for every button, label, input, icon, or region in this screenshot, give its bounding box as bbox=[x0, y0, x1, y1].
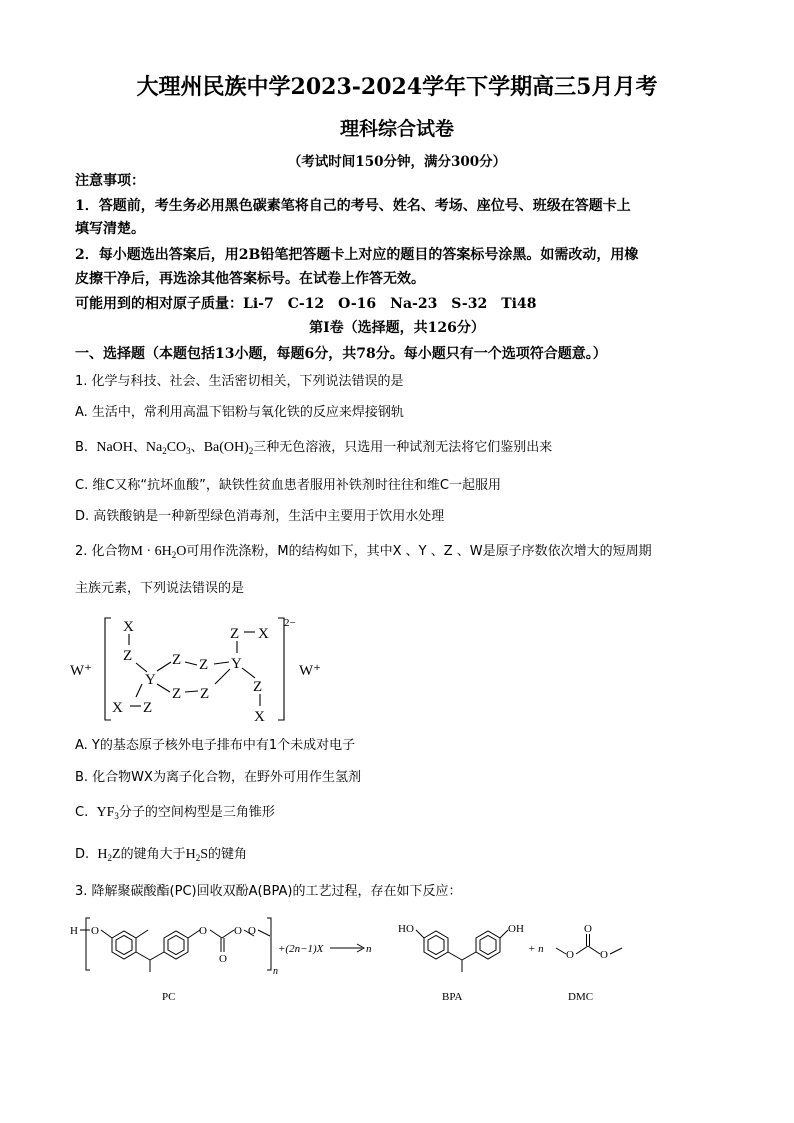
pc-subscript-n: n bbox=[273, 966, 278, 977]
q1-b-sep2: 、 bbox=[190, 440, 204, 455]
bond-z-y-right bbox=[214, 662, 229, 664]
notes-item2-line2: 皮擦干净后，再选涂其他答案标号。在试卷上作答无效。 bbox=[75, 271, 425, 287]
atom-z-upper-bridge-2: Z bbox=[199, 657, 209, 673]
q1-option-d: D. 高铁酸钠是一种新型绿色消毒剂，生活中主要用于饮用水处理 bbox=[75, 509, 445, 524]
q2-option-b: B. 化合物WX为离子化合物，在野外可用作生氢剂 bbox=[75, 770, 361, 785]
bpa-ring-1-inner bbox=[428, 936, 444, 955]
atom-z-lower-bridge: Z bbox=[172, 686, 182, 702]
dmc-atom-o1: O bbox=[566, 949, 574, 961]
atom-y-right: Y bbox=[231, 656, 242, 672]
cation-right: W⁺ bbox=[299, 663, 322, 679]
pc-bracket-left bbox=[86, 918, 90, 970]
bond-y-z-b bbox=[157, 684, 170, 692]
q2-c-fs: 3 bbox=[114, 811, 119, 821]
dmc-atom-o3: O bbox=[600, 949, 608, 961]
q2-formula bbox=[131, 544, 187, 559]
q1-b-f2b: CO bbox=[166, 440, 187, 455]
bond-z-z-bottom bbox=[185, 691, 198, 692]
bond-y-z-down bbox=[136, 684, 142, 697]
q1-option-b bbox=[75, 438, 735, 458]
dmc-bond-o-c bbox=[576, 946, 588, 954]
atom-z-lower-right: Z bbox=[253, 679, 263, 695]
bpa-bond-ho bbox=[416, 930, 424, 938]
pc-end-methyl bbox=[258, 930, 270, 936]
q2-stem-line2: 主族元素，下列说法错误的是 bbox=[75, 581, 245, 596]
pc-bracket-right bbox=[267, 918, 271, 970]
atom-x-lower-right: X bbox=[254, 709, 265, 725]
q2-option-a: A. Y的基态原子核外电子排布中有1个未成对电子 bbox=[75, 738, 356, 753]
q2-option-c bbox=[75, 803, 735, 823]
label-pc: PC bbox=[162, 991, 176, 1003]
q2-d-formula1 bbox=[97, 847, 120, 862]
q1-b-sep1: 、 bbox=[132, 440, 146, 455]
bond-z-z-top bbox=[185, 662, 197, 665]
pc-atom-o2: O bbox=[199, 925, 207, 937]
bond-y2-z-down bbox=[242, 668, 255, 678]
q1-b-f2s1: 2 bbox=[162, 446, 167, 456]
q2-d-f1a: H bbox=[97, 847, 108, 862]
bond-y-z-a bbox=[157, 662, 171, 671]
pc-bond-c-o2 bbox=[222, 930, 234, 938]
atom-x-top: X bbox=[123, 619, 134, 635]
atom-z-upper-bridge: Z bbox=[172, 652, 182, 668]
q1-option-a: A. 生活中，常利用高温下铝粉与氧化铁的反应来焊接钢轨 bbox=[75, 405, 404, 420]
q2-d-f1s: 2 bbox=[107, 853, 113, 863]
arrow-coefficient: n bbox=[366, 943, 372, 955]
bpa-bond-oh bbox=[500, 930, 508, 938]
atomic-masses: 可能用到的相对原子质量：Li-7 C-12 O-16 Na-23 S-32 Ti48 bbox=[75, 296, 537, 312]
bpa-ring-2-inner bbox=[480, 936, 496, 955]
atom-z-upper-right: Z bbox=[230, 626, 240, 642]
anion-charge: 2− bbox=[284, 617, 296, 629]
label-dmc: DMC bbox=[568, 991, 594, 1003]
atom-z-upper-left: Z bbox=[123, 648, 133, 664]
bpa-atom-oh: OH bbox=[508, 923, 524, 935]
q2-formula-o: O bbox=[176, 544, 187, 559]
notes-item1-line1: 1．答题前，考生务必用黑色碳素笔将自己的考号、姓名、考场、座位号、班级在答题卡上 bbox=[75, 198, 631, 214]
q3-reaction-scheme bbox=[70, 908, 730, 1008]
pc-atom-o1: O bbox=[91, 925, 99, 937]
atom-z-lower-bridge-2: Z bbox=[200, 686, 210, 702]
bpa-bond-c-ring2 bbox=[462, 952, 476, 960]
dmc-methyl-1 bbox=[556, 948, 566, 954]
bond-z-y-left bbox=[136, 663, 147, 672]
atom-x-upper-right: X bbox=[258, 626, 269, 642]
notes-heading: 注意事项： bbox=[75, 173, 145, 189]
bond-z-y2 bbox=[215, 669, 230, 684]
atom-x-lower-left: X bbox=[112, 700, 123, 716]
q2-d-end: 的键角 bbox=[208, 847, 248, 862]
q1-b-f3s: 2 bbox=[248, 446, 254, 456]
reagent-x: +(2n−1)X bbox=[278, 943, 324, 955]
bracket-left bbox=[105, 618, 111, 720]
q3-stem: 3. 降解聚碳酸酯(PC)回收双酚A(BPA)的工艺过程，存在如下反应： bbox=[75, 884, 462, 899]
dmc-bond-c-o bbox=[588, 946, 600, 954]
q2-d-formula2 bbox=[186, 847, 208, 862]
pc-atom-h: H bbox=[70, 925, 78, 937]
q2-c-formula bbox=[96, 805, 118, 820]
bracket-right bbox=[278, 618, 284, 720]
q1-b-f2s2: 3 bbox=[186, 446, 191, 456]
atom-z-lower-left: Z bbox=[143, 700, 153, 716]
pc-atom-o4: O bbox=[219, 953, 227, 965]
q1-b-f2a: Na bbox=[145, 440, 163, 455]
bpa-atom-ho: HO bbox=[398, 923, 414, 935]
dmc-methyl-2 bbox=[610, 948, 622, 954]
q2-c-text: 分子的空间构型是三角锥形 bbox=[118, 805, 275, 820]
q1-b-formula-na2co3 bbox=[146, 440, 191, 455]
pc-bond-o-ring bbox=[101, 930, 112, 938]
dmc-atom-o2: O bbox=[584, 923, 592, 935]
q1-b-formula-naoh: NaOH bbox=[96, 440, 133, 455]
exam-time-info: （考试时间150分钟，满分300分） bbox=[287, 154, 507, 170]
notes-item2-line1: 2．每小题选出答案后，用2B铅笔把答题卡上对应的题目的答案标号涂黑。如需改动，用橡 bbox=[75, 247, 639, 263]
section-heading: 一、选择题（本题包括13小题，每题6分，共78分。每小题只有一个选项符合题意。） bbox=[75, 346, 607, 362]
q1-b-text: 三种无色溶液，只选用一种试剂无法将它们鉴别出来 bbox=[253, 440, 553, 455]
q2-d-prefix: D. bbox=[75, 847, 90, 862]
pc-bond-ring1-c bbox=[136, 952, 150, 960]
exam-title: 大理州民族中学2023-2024学年下学期高三5月月考 bbox=[136, 74, 658, 100]
pc-ring-2-inner bbox=[168, 936, 184, 955]
q1-b-f3a: Ba(OH) bbox=[203, 440, 249, 455]
q2-d-mid: 的键角大于 bbox=[120, 847, 186, 862]
q2-d-f2a: H bbox=[185, 847, 196, 862]
q2-c-prefix: C. bbox=[75, 805, 89, 820]
pc-bond-c-ring2 bbox=[150, 952, 164, 960]
part-title: 第I卷（选择题，共126分） bbox=[309, 320, 485, 336]
cation-left: W⁺ bbox=[70, 663, 93, 679]
bpa-bond-ring1-c bbox=[448, 952, 462, 960]
label-bpa: BPA bbox=[442, 991, 463, 1003]
q1-stem: 1. 化学与科技、社会、生活密切相关，下列说法错误的是 bbox=[75, 374, 404, 389]
pc-atom-o3: O bbox=[234, 925, 242, 937]
atom-y-left: Y bbox=[145, 672, 156, 688]
q2-stem-part1: 2. 化合物 bbox=[75, 544, 131, 559]
q2-formula-m: M · 6H bbox=[130, 544, 172, 559]
q2-stem-part2: 可用作洗涤粉，M的结构如下，其中X 、Y 、Z 、W是原子序数依次增大的短周期 bbox=[186, 544, 652, 559]
q2-d-f2s: 2 bbox=[195, 853, 201, 863]
q1-b-formula-baoh2 bbox=[204, 440, 254, 455]
pc-atom-o5: O bbox=[248, 925, 256, 937]
q2-formula-sub: 2 bbox=[171, 550, 177, 560]
exam-subtitle: 理科综合试卷 bbox=[339, 118, 454, 140]
q2-structure-diagram bbox=[70, 612, 360, 728]
pc-bond-o-c bbox=[210, 930, 222, 938]
dmc-coefficient: + n bbox=[528, 943, 544, 955]
q2-d-f2b: S bbox=[200, 847, 209, 862]
pc-ring-1-inner bbox=[116, 936, 132, 955]
q1-b-prefix: B. bbox=[75, 440, 89, 455]
q2-d-f1b: Z bbox=[112, 847, 121, 862]
notes-item1-line2: 填写清楚。 bbox=[75, 221, 145, 237]
q1-option-c: C. 维C又称“抗坏血酸”，缺铁性贫血患者服用补铁剂时往往和维C一起服用 bbox=[75, 478, 501, 493]
pc-bond-ring1-o bbox=[136, 930, 148, 938]
q2-stem-line1 bbox=[75, 542, 735, 562]
q2-option-d bbox=[75, 845, 735, 865]
q2-c-fa: YF bbox=[96, 805, 115, 820]
